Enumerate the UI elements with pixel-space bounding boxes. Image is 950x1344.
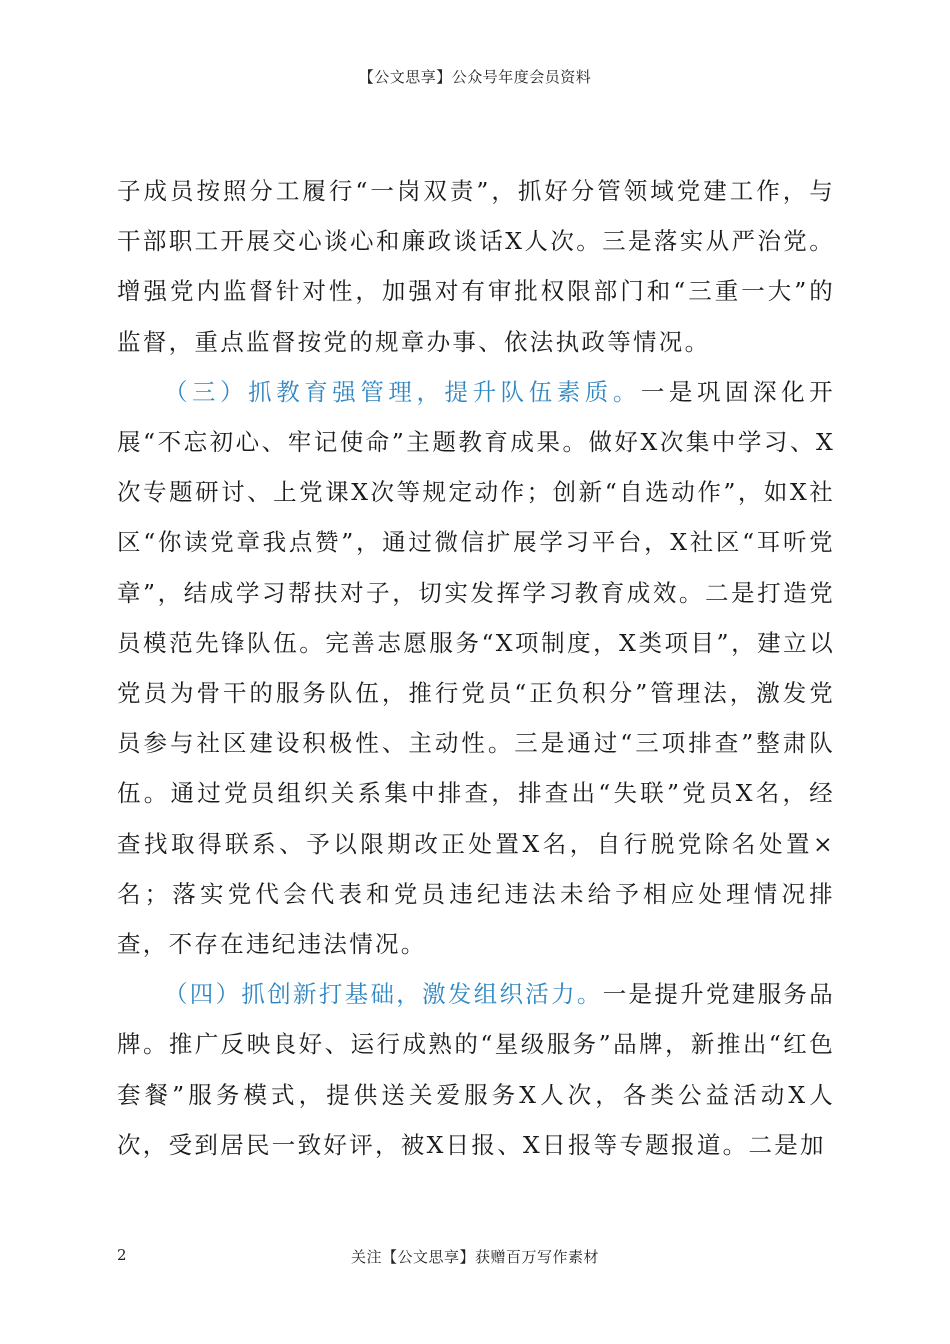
section-text-4: 一是提升党建服务品牌。推广反映良好、运行成熟的“星级服务”品牌，新推出“红色套餐”服务模式，提供送关爱服务X人次，各类公益活动X人次，受到居民一致好评，被X日报、X日报等专题报道。二是加: [117, 980, 835, 1159]
page-header: 【公文思享】公众号年度会员资料: [358, 68, 592, 86]
section-text-3: 一是巩固深化开展“不忘初心、牢记使命”主题教育成果。做好X次集中学习、X次专题研讨、上党课X次等规定动作；创新“自选动作”，如X社区“你读党章我点赞”，通过微信扩展学习平台，X社区“耳听党章”，结成学习帮扶对子，切实发挥学习教育成效。二是打造党员模范先锋队伍。完善志愿服务“X项制度，X类项目”，建立以党员为骨干的服务队伍，推行党员“正负积分”管理法，激发党员参与社区建设积极性、主动性。三是通过“三项排查”整肃队伍。通过党员组织关系集中排查，排查出“失联”党员X名，经查找取得联系、予以限期改正处置X名，自行脱党除名处置×名；落实党代会代表和党员违纪违法未给予相应处理情况排查，不存在违纪违法情况。: [117, 377, 835, 959]
section-heading-3: （三）抓教育强管理，提升队伍素质。: [164, 377, 641, 406]
paragraph-continuation: 子成员按照分工履行“一岗双责”，抓好分管领域党建工作，与干部职工开展交心谈心和廉政谈话X人次。三是落实从严治党。增强党内监督针对性，加强对有审批权限部门和“三重一大”的监督，重点监督按党的规章办事、依法执政等情况。: [117, 177, 835, 356]
section-heading-4: （四）抓创新打基础，激发组织活力。: [164, 980, 603, 1009]
document-body: [117, 166, 835, 1170]
paragraph-section-4: [117, 969, 835, 1170]
paragraph-section-3: [117, 367, 835, 969]
page-footer: 关注【公文思享】获赠百万写作素材: [350, 1248, 599, 1266]
page-number: 2: [117, 1246, 127, 1264]
